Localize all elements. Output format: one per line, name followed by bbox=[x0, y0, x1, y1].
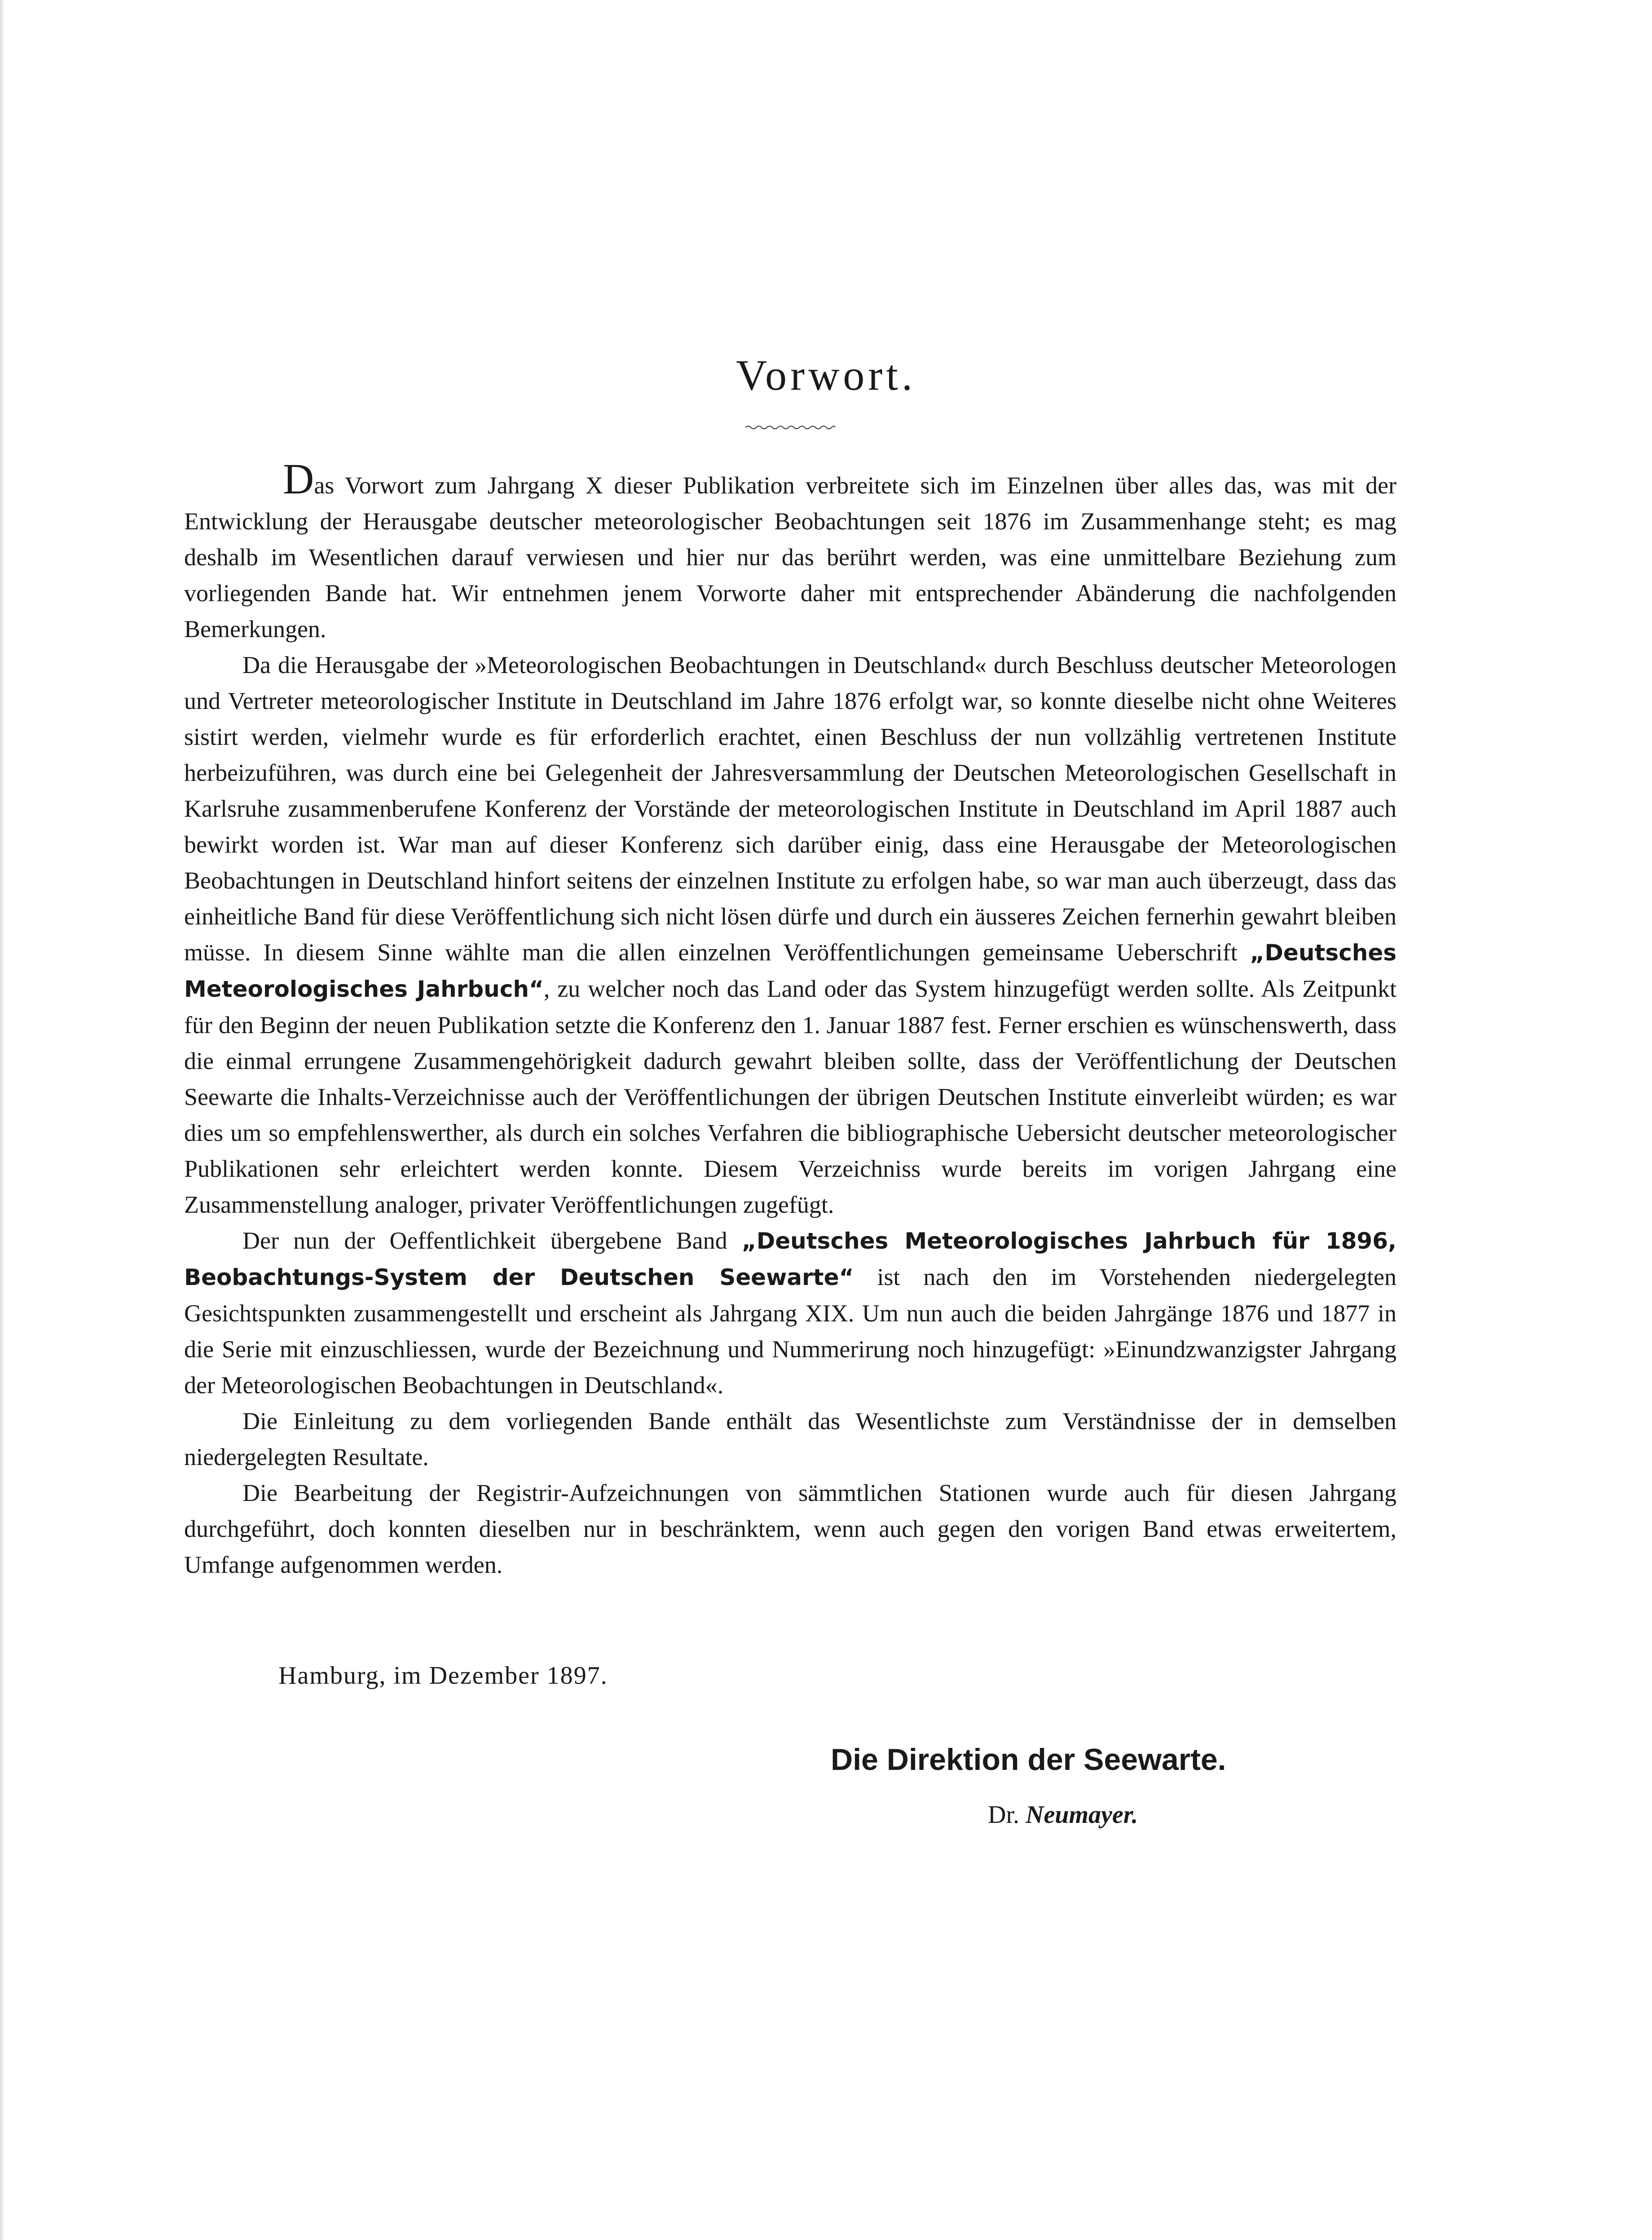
paragraph-4-text: Die Einleitung zu dem vorliegenden Bande enthält das Wesentlichste zum Verständnisse der in demselben niedergelegten Resultate. bbox=[184, 1408, 1396, 1470]
signature-name bbox=[988, 1800, 1138, 1829]
drop-cap: D bbox=[283, 455, 314, 503]
paragraph-3-text-a: Der nun der Oeffentlichkeit übergebene Band bbox=[242, 1227, 742, 1254]
paragraph-2-text-b: , zu welcher noch das Land oder das System hinzugefügt werden sollte. Als Zeitpunkt für den Beginn der neuen Publikation setzte die Konferenz den 1. Januar 1887 fest. Ferner erschien es wünschenswerth, dass die einmal errungene Zusammengehörigkeit dadurch gewahrt bleiben sollte, dass der Veröffentlichung der Deutschen Seewarte die Inhalts-Verzeichnisse auch der Veröffentlichungen der übrigen Deutschen Institute einverleibt würden; es war dies um so empfehlenswerther, als durch ein solches Verfahren die bibliographische Uebersicht deutscher meteorologischer Publikationen sehr erleichtert werden konnte. Diesem Verzeichniss wurde bereits im vorigen Jahrgang eine Zusammenstellung analoger, privater Veröffentlichungen zugefügt. bbox=[184, 975, 1396, 1218]
page-title: Vorwort. bbox=[736, 351, 916, 399]
paragraph-1-text: as Vorwort zum Jahrgang X dieser Publikation verbreitete sich im Einzelnen über alles das, was mit der Entwicklung der Herausgabe deutscher meteorologischer Beobachtungen seit 1876 im Zusammenhange steht; es mag deshalb im Wesentlichen darauf verwiesen und hier nur das berührt werden, was eine unmittelbare Beziehung zum vorliegenden Bande hat. Wir entnehmen jenem Vorworte daher mit entsprechender Abänderung die nachfolgenden Bemerkungen. bbox=[184, 472, 1396, 643]
paragraph-2 bbox=[184, 647, 1396, 1223]
signatory-name: Neumayer. bbox=[1026, 1801, 1138, 1829]
paragraph-3-bold-title: „Deutsches Meteorologisches Jahrbuch für 1896, Beobachtungs-System der Deutschen Seewarte“ bbox=[184, 1228, 1396, 1290]
scan-edge bbox=[0, 0, 4, 2240]
place-date: Hamburg, im Dezember 1897. bbox=[278, 1662, 608, 1690]
paragraph-4 bbox=[184, 1403, 1396, 1475]
signature-organization: Die Direktion der Seewarte. bbox=[831, 1743, 1226, 1777]
foreword-body bbox=[184, 455, 1397, 1583]
paragraph-2-bold-title: „Deutsches Meteorologisches Jahrbuch“ bbox=[184, 940, 1396, 1002]
name-prefix: Dr. bbox=[988, 1801, 1019, 1829]
paragraph-2-text-a: Da die Herausgabe der »Meteorologischen Beobachtungen in Deutschland« durch Beschluss deutscher Meteorologen und Vertreter meteorologischer Institute in Deutschland im Jahre 1876 erfolgt war, so konnte dieselbe nicht ohne Weiteres sistirt werden, vielmehr wurde es für erforderlich erachtet, einen Beschluss der nun vollzählig vertretenen Institute herbeizuführen, was durch eine bei Gelegenheit der Jahresversammlung der Deutschen Meteorologischen Gesellschaft in Karlsruhe zusammenberufene Konferenz der Vorstände der meteorologischen Institute in Deutschland im April 1887 auch bewirkt worden ist. War man auf dieser Konferenz sich darüber einig, dass eine Herausgabe der Meteorologischen Beobachtungen in Deutschland hinfort seitens der einzelnen Institute zu erfolgen habe, so war man auch überzeugt, dass das einheitliche Band für diese Veröffentlichung sich nicht lösen dürfe und durch ein äusseres Zeichen fernerhin gewahrt bleiben müsse. In diesem Sinne wählte man die allen einzelnen Veröffentlichungen gemeinsame Ueberschrift bbox=[184, 651, 1396, 966]
paragraph-3-text-b: ist nach den im Vorstehenden niedergelegten Gesichtspunkten zusammengestellt und erscheint als Jahrgang XIX. Um nun auch die beiden Jahrgänge 1876 und 1877 in die Serie mit einzuschliessen, wurde der Bezeichnung und Nummerirung noch hinzugefügt: »Einundzwanzigster Jahrgang der Meteorologischen Beobachtungen in Deutschland«. bbox=[184, 1263, 1397, 1399]
paragraph-5 bbox=[184, 1475, 1396, 1583]
title-ornament bbox=[745, 424, 835, 431]
paragraph-1 bbox=[184, 455, 1396, 647]
paragraph-3 bbox=[184, 1223, 1396, 1403]
paragraph-5-text: Die Bearbeitung der Registrir-Aufzeichnungen von sämmtlichen Stationen wurde auch für diesen Jahrgang durchgeführt, doch konnten dieselben nur in beschränktem, wenn auch gegen den vorigen Band etwas erweitertem, Umfange aufgenommen werden. bbox=[184, 1479, 1396, 1578]
